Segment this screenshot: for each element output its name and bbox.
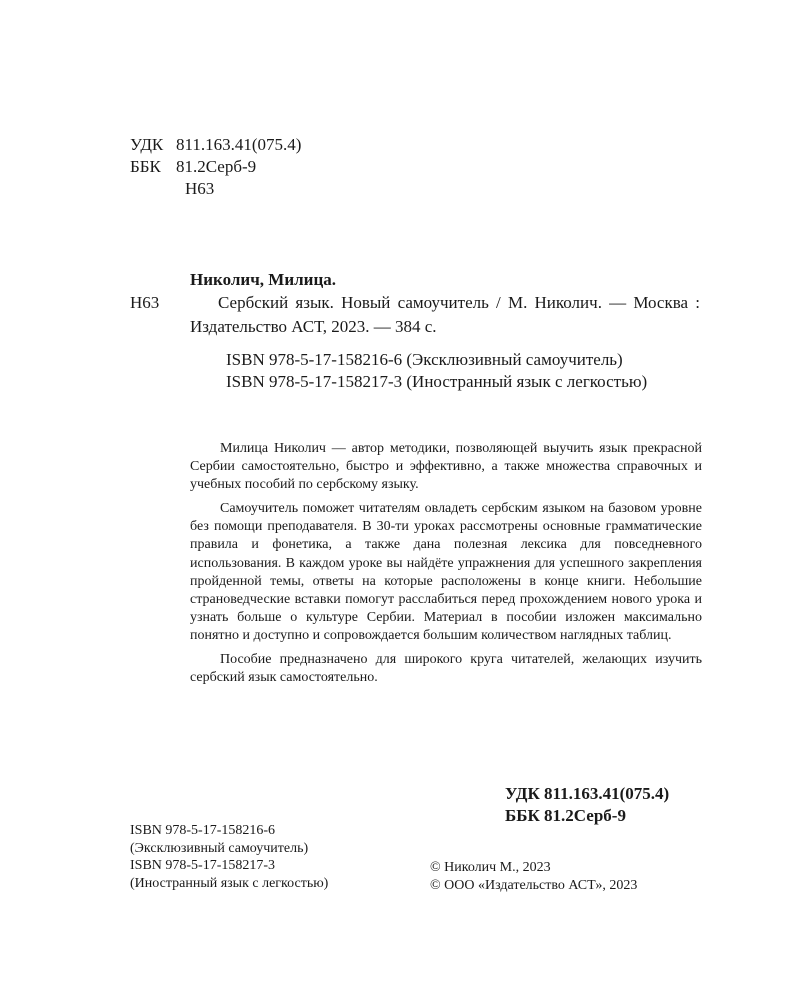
udk-label: УДК: [130, 135, 164, 154]
copyright: [430, 859, 637, 895]
bbk-row: [130, 156, 301, 178]
author-name: Николич, Милица.: [190, 270, 337, 289]
footer-udk: УДК 811.163.41(075.4): [505, 784, 670, 803]
footer-codes: [505, 783, 669, 827]
classification-codes: [130, 134, 301, 200]
udk-value: 811.163.41(075.4): [176, 135, 302, 154]
copyright-author: © Николич М., 2023: [430, 860, 551, 875]
record-sign: Н63: [130, 293, 160, 312]
copyright-publisher: © ООО «Издательство АСТ», 2023: [430, 878, 638, 893]
footer-isbn: [130, 822, 328, 892]
isbn-line-1: ISBN 978-5-17-158216-6 (Эксклюзивный самоучитель): [226, 350, 623, 369]
isbn-block: [226, 349, 700, 393]
bibliographic-description: Сербский язык. Новый самоучитель / М. Николич. — Москва : Издательство АСТ, 2023. — 384 с.: [190, 293, 700, 336]
footer-isbn-1-note: (Эксклюзивный самоучитель): [130, 840, 309, 856]
annotation-paragraph-3: Пособие предназначено для широкого круга читателей, желающих изучить сербский язык самостоятельно.: [190, 652, 702, 686]
annotation: [190, 440, 702, 693]
footer-isbn-2-number: ISBN 978-5-17-158217-3: [130, 858, 276, 873]
footer-isbn-2-note: (Иностранный язык с легкостью): [130, 875, 329, 891]
annotation-paragraph-2: Самоучитель поможет читателям овладеть сербским языком на базовом уровне без помощи преподавателя. В 30-ти уроках рассмотрены основные грамматические правила и фонетика, а также дана полезная лексика для повседневного использования. В каждом уроке вы найдёте упражнения для успешного закрепления пройденной темы, ответы на которые расположены в конце книги. Небольшие страноведческие вставки помогут расслабиться перед прохождением нового урока и узнать больше о культуре Сербии. Материал в пособии изложен максимально понятно и доступно и сопровождается большим количеством наглядных таблиц.: [190, 501, 702, 643]
bbk-value: 81.2Серб-9: [176, 157, 257, 176]
footer-bbk: ББК 81.2Серб-9: [505, 806, 626, 825]
author-sign: Н63: [185, 179, 215, 198]
annotation-paragraph-1: Милица Николич — автор методики, позволяющей выучить язык прекрасной Сербии самостоятельно, быстро и эффективно, а также множества справочных и учебных пособий по сербскому языку.: [190, 441, 702, 493]
isbn-line-2: ISBN 978-5-17-158217-3 (Иностранный язык с легкостью): [226, 372, 648, 391]
footer-isbn-1-number: ISBN 978-5-17-158216-6: [130, 823, 276, 838]
udk-row: [130, 134, 301, 156]
bbk-label: ББК: [130, 157, 161, 176]
